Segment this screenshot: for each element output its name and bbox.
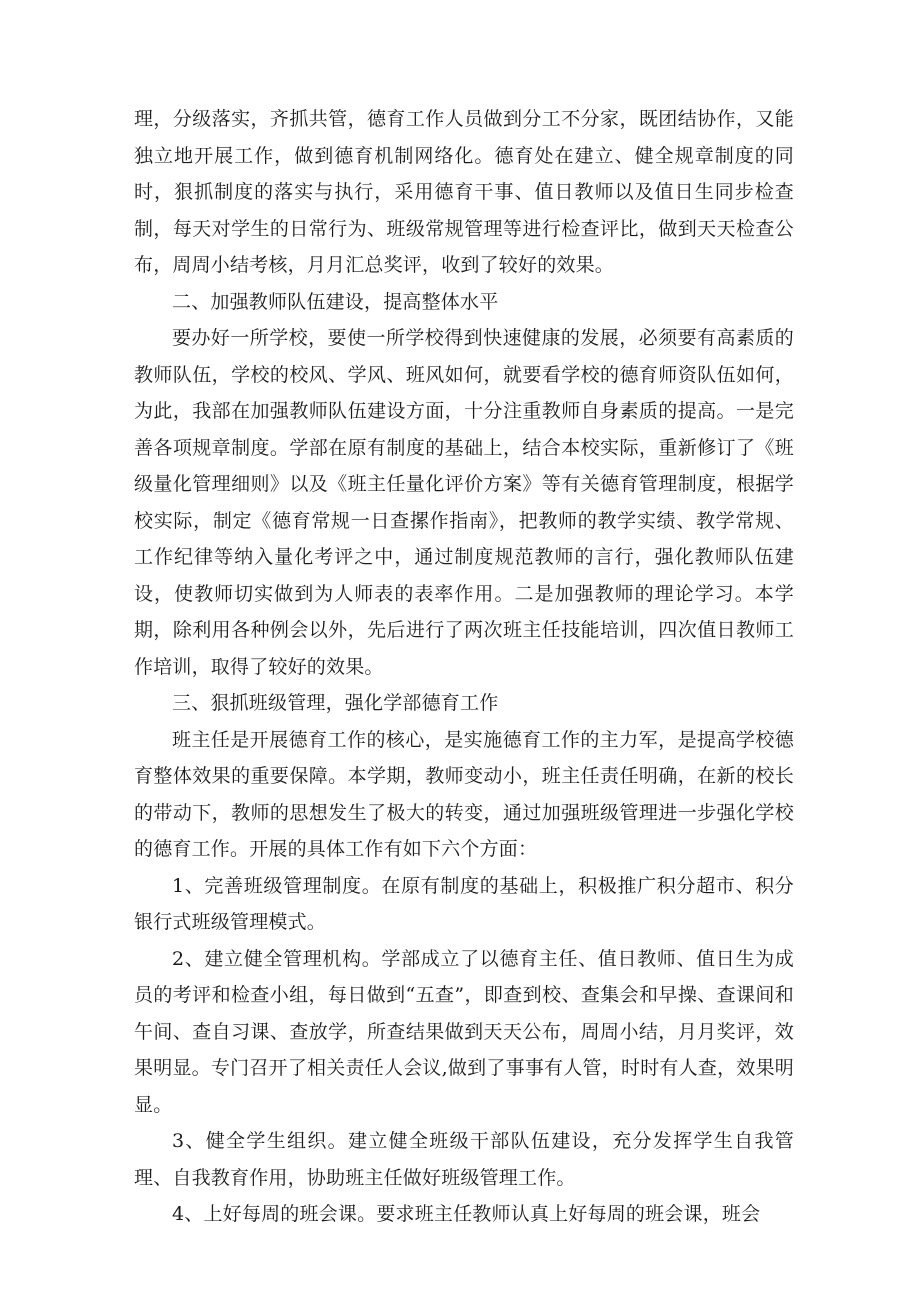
list-item-paragraph: 4、上好每周的班会课。要求班主任教师认真上好每周的班会课，班会 xyxy=(172,1203,761,1225)
section-heading: 三、狠抓班级管理，强化学部德育工作 xyxy=(172,692,499,714)
list-item-paragraph: 1、完善班级管理制度。在原有制度的基础上，积极推广积分超市、积分银行式班级管理模式。 xyxy=(134,874,794,933)
body-paragraph: 班主任是开展德育工作的核心，是实施德育工作的主力军，是提高学校德育整体效果的重要保障。本学期，教师变动小，班主任责任明确，在新的校长的带动下，教师的思想发生了极大的转变，通过加强班级管理进一步强化学校的德育工作。开展的具体工作有如下六个方面： xyxy=(134,728,794,860)
body-paragraph: 理，分级落实，齐抓共管，德育工作人员做到分工不分家，既团结协作，又能独立地开展工作，做到德育机制网络化。德育处在建立、健全规章制度的同时，狠抓制度的落实与执行，采用德育干事、值日教师以及值日生同步检查制，每天对学生的日常行为、班级常规管理等进行检查评比，做到天天检查公布，周周小结考核，月月汇总奖评，收到了较好的效果。 xyxy=(134,108,794,276)
section-heading: 二、加强教师队伍建设，提高整体水平 xyxy=(172,290,499,313)
list-item-paragraph: 2、建立健全管理机构。学部成立了以德育主任、值日教师、值日生为成员的考评和检查小组，每日做到“五查”，即查到校、查集会和早操、查课间和午间、查自习课、查放学，所查结果做到天天公布，周周小结，月月奖评，效果明显。专门召开了相关责任人会议,做到了事事有人管，时时有人查，效果明显。 xyxy=(134,947,794,1116)
list-item-paragraph: 3、健全学生组织。建立健全班级干部队伍建设，充分发挥学生自我管理、自我教育作用，协助班主任做好班级管理工作。 xyxy=(134,1130,794,1189)
body-paragraph: 要办好一所学校，要使一所学校得到快速健康的发展，必须要有高素质的教师队伍，学校的校风、学风、班风如何，就要看学校的德育师资队伍如何，为此，我部在加强教师队伍建设方面，十分注重教师自身素质的提高。一是完善各项规章制度。学部在原有制度的基础上，结合本校实际，重新修订了《班级量化管理细则》以及《班主任量化评价方案》等有关德育管理制度，根据学校实际，制定《德育常规一日查摞作指南》，把教师的教学实绩、教学常规、工作纪律等纳入量化考评之中，通过制度规范教师的言行，强化教师队伍建设，使教师切实做到为人师表的表率作用。二是加强教师的理论学习。本学期，除利用各种例会以外，先后进行了两次班主任技能培训，四次值日教师工作培训，取得了较好的效果。 xyxy=(134,327,794,678)
document-body xyxy=(134,101,794,1233)
